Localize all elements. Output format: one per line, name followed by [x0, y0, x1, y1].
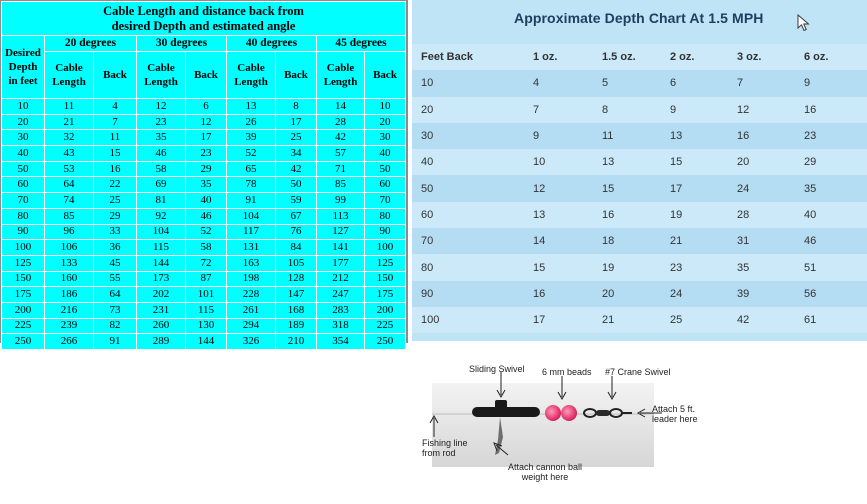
- table-cell: 113: [317, 208, 365, 224]
- table-cell: 17: [670, 175, 737, 201]
- table-row: [412, 254, 867, 280]
- table-cell: 115: [186, 302, 227, 318]
- table-cell: 326: [227, 334, 276, 350]
- table-cell: 13: [602, 149, 670, 175]
- table-row: [2, 161, 406, 177]
- column-header: 6 oz.: [804, 44, 867, 70]
- table-cell: 7: [533, 97, 602, 123]
- table-cell: 17: [533, 307, 602, 333]
- table-cell: 99: [317, 193, 365, 209]
- sliding-swivel-label: Sliding Swivel: [469, 364, 525, 374]
- table-row: [2, 99, 406, 115]
- table-cell: 16: [804, 97, 867, 123]
- table-row: [2, 130, 406, 146]
- table-cell: 128: [276, 271, 317, 287]
- table-cell: 78: [227, 177, 276, 193]
- table-cell: 117: [227, 224, 276, 240]
- table-row: [412, 281, 867, 307]
- table-cell: 173: [137, 271, 186, 287]
- table-cell: 24: [670, 281, 737, 307]
- table-cell: 186: [45, 287, 94, 303]
- table-cell: 39: [227, 130, 276, 146]
- table-cell: 261: [227, 302, 276, 318]
- table-cell: 14: [317, 99, 365, 115]
- table-cell: 12: [737, 97, 804, 123]
- table-cell: 16: [94, 161, 137, 177]
- table-cell: 127: [317, 224, 365, 240]
- table-cell: 6: [186, 99, 227, 115]
- table-cell: 24: [737, 175, 804, 201]
- table-cell: 56: [804, 281, 867, 307]
- table-cell: 90: [2, 224, 45, 240]
- table-cell: 177: [317, 255, 365, 271]
- table-row: [412, 228, 867, 254]
- table-cell: 200: [2, 302, 45, 318]
- angle-header-30: 30 degrees: [137, 36, 227, 52]
- table-cell: 70: [365, 193, 406, 209]
- table-cell: 71: [317, 161, 365, 177]
- table-row: [2, 302, 406, 318]
- table-cell: 22: [94, 177, 137, 193]
- table-row: [2, 114, 406, 130]
- crane-swivel-label: #7 Crane Swivel: [605, 367, 671, 377]
- table-cell: 60: [412, 202, 533, 228]
- cable-length-table: [1, 1, 406, 350]
- column-header: 3 oz.: [737, 44, 804, 70]
- table-cell: 40: [186, 193, 227, 209]
- table-cell: 57: [317, 146, 365, 162]
- cannonball-label: Attach cannon ball weight here: [508, 462, 583, 482]
- table-cell: 250: [2, 334, 45, 350]
- table-cell: 61: [804, 307, 867, 333]
- table-cell: 283: [317, 302, 365, 318]
- table-cell: 73: [94, 302, 137, 318]
- beads-label: 6 mm beads: [542, 367, 592, 377]
- table-cell: 8: [276, 99, 317, 115]
- table-cell: 70: [412, 228, 533, 254]
- table-cell: 141: [317, 240, 365, 256]
- table-cell: 53: [45, 161, 94, 177]
- table-row: [2, 334, 406, 350]
- table-cell: 144: [137, 255, 186, 271]
- table-cell: 28: [317, 114, 365, 130]
- table-cell: 91: [227, 193, 276, 209]
- column-header: 1.5 oz.: [602, 44, 670, 70]
- table-cell: 50: [412, 175, 533, 201]
- table-cell: 130: [186, 318, 227, 334]
- table-cell: 239: [45, 318, 94, 334]
- table-row: [2, 146, 406, 162]
- table-cell: 260: [137, 318, 186, 334]
- fishing-line-label: Fishing line from rod: [422, 438, 468, 458]
- table-cell: 20: [737, 149, 804, 175]
- table-cell: 228: [227, 287, 276, 303]
- table-cell: 106: [45, 240, 94, 256]
- cable-length-header: Cable Length: [227, 52, 276, 99]
- table-cell: 210: [276, 334, 317, 350]
- table-cell: 23: [186, 146, 227, 162]
- table-cell: 70: [2, 193, 45, 209]
- table-cell: 80: [2, 208, 45, 224]
- table-cell: 92: [137, 208, 186, 224]
- table-cell: 11: [602, 123, 670, 149]
- table-cell: 15: [94, 146, 137, 162]
- table-cell: 35: [804, 175, 867, 201]
- table-cell: 30: [365, 130, 406, 146]
- table-cell: 104: [227, 208, 276, 224]
- table-cell: 28: [737, 202, 804, 228]
- table-row: [2, 193, 406, 209]
- table-cell: 21: [45, 114, 94, 130]
- table-cell: 82: [94, 318, 137, 334]
- table-cell: 84: [276, 240, 317, 256]
- table-cell: 202: [137, 287, 186, 303]
- table-cell: 13: [670, 123, 737, 149]
- table-cell: 100: [2, 240, 45, 256]
- table-cell: 60: [365, 177, 406, 193]
- table-cell: 80: [365, 208, 406, 224]
- table-cell: 76: [276, 224, 317, 240]
- table-cell: 46: [137, 146, 186, 162]
- table-cell: 147: [276, 287, 317, 303]
- table-cell: 163: [227, 255, 276, 271]
- table-cell: 7: [737, 70, 804, 96]
- table-cell: 69: [137, 177, 186, 193]
- table-cell: 104: [137, 224, 186, 240]
- table-cell: 19: [602, 254, 670, 280]
- table-cell: 32: [45, 130, 94, 146]
- table-cell: 72: [186, 255, 227, 271]
- table-cell: 81: [137, 193, 186, 209]
- table-cell: 5: [602, 70, 670, 96]
- table-row: [2, 255, 406, 271]
- table-cell: 52: [227, 146, 276, 162]
- table-cell: 31: [737, 228, 804, 254]
- downrigger-rig-diagram: [400, 345, 730, 504]
- table-cell: 175: [2, 287, 45, 303]
- table-cell: 225: [2, 318, 45, 334]
- table-cell: 43: [45, 146, 94, 162]
- table-cell: 25: [276, 130, 317, 146]
- desired-depth-header: Desired Depth in feet: [2, 36, 45, 99]
- table-cell: 12: [533, 175, 602, 201]
- table-cell: 64: [94, 287, 137, 303]
- table-cell: 39: [737, 281, 804, 307]
- cable-length-header: Cable Length: [317, 52, 365, 99]
- bead-icon: [545, 405, 561, 421]
- table-cell: 10: [412, 70, 533, 96]
- table-cell: 40: [2, 146, 45, 162]
- table-cell: 35: [186, 177, 227, 193]
- table-cell: 225: [365, 318, 406, 334]
- depth-table-body: [412, 44, 867, 333]
- depth-header-row: [412, 44, 867, 70]
- table-cell: 20: [412, 97, 533, 123]
- table-row: [412, 123, 867, 149]
- table-cell: 20: [365, 114, 406, 130]
- angle-header-45: 45 degrees: [317, 36, 406, 52]
- table-row: [412, 307, 867, 333]
- table-row: [412, 70, 867, 96]
- table-cell: 131: [227, 240, 276, 256]
- table-row: [2, 271, 406, 287]
- table-cell: 21: [602, 307, 670, 333]
- table-cell: 16: [737, 123, 804, 149]
- table-cell: 96: [45, 224, 94, 240]
- table-row: [412, 149, 867, 175]
- table-cell: 105: [276, 255, 317, 271]
- table-cell: 30: [412, 123, 533, 149]
- table-row: [2, 208, 406, 224]
- table-cell: 35: [137, 130, 186, 146]
- table-cell: 91: [94, 334, 137, 350]
- table-cell: 100: [412, 307, 533, 333]
- angle-header-20: 20 degrees: [45, 36, 137, 52]
- table-cell: 21: [670, 228, 737, 254]
- table-cell: 50: [276, 177, 317, 193]
- cable-length-header: Cable Length: [137, 52, 186, 99]
- table-cell: 9: [670, 97, 737, 123]
- table-cell: 10: [365, 99, 406, 115]
- bead-icon: [561, 405, 577, 421]
- table-cell: 26: [227, 114, 276, 130]
- table-cell: 144: [186, 334, 227, 350]
- table-row: [412, 97, 867, 123]
- table-cell: 23: [137, 114, 186, 130]
- table-cell: 100: [365, 240, 406, 256]
- cable-length-table-panel: [0, 0, 408, 348]
- table-cell: 74: [45, 193, 94, 209]
- table-cell: 87: [186, 271, 227, 287]
- table-cell: 247: [317, 287, 365, 303]
- table-cell: 8: [602, 97, 670, 123]
- table-cell: 29: [804, 149, 867, 175]
- table-cell: 59: [276, 193, 317, 209]
- table-cell: 318: [317, 318, 365, 334]
- back-header: Back: [365, 52, 406, 99]
- back-header: Back: [186, 52, 227, 99]
- table-cell: 289: [137, 334, 186, 350]
- table-cell: 45: [94, 255, 137, 271]
- table-cell: 18: [602, 228, 670, 254]
- table-cell: 33: [94, 224, 137, 240]
- table-cell: 354: [317, 334, 365, 350]
- table-cell: 30: [2, 130, 45, 146]
- table-cell: 4: [533, 70, 602, 96]
- table-cell: 40: [412, 149, 533, 175]
- table-cell: 266: [45, 334, 94, 350]
- column-header: 1 oz.: [533, 44, 602, 70]
- table-cell: 150: [365, 271, 406, 287]
- cable-table-body: [2, 99, 406, 350]
- table-cell: 4: [94, 99, 137, 115]
- table-cell: 133: [45, 255, 94, 271]
- cable-length-header: Cable Length: [45, 52, 94, 99]
- table-cell: 90: [365, 224, 406, 240]
- table-cell: 200: [365, 302, 406, 318]
- table-cell: 13: [227, 99, 276, 115]
- table-cell: 16: [602, 202, 670, 228]
- table-cell: 168: [276, 302, 317, 318]
- table-cell: 51: [804, 254, 867, 280]
- table-cell: 10: [533, 149, 602, 175]
- table-cell: 115: [137, 240, 186, 256]
- table-cell: 80: [412, 254, 533, 280]
- table-cell: 160: [45, 271, 94, 287]
- table-row: [2, 177, 406, 193]
- table-cell: 23: [670, 254, 737, 280]
- table-cell: 64: [45, 177, 94, 193]
- column-header: Feet Back: [412, 44, 533, 70]
- table-cell: 42: [737, 307, 804, 333]
- column-header: 2 oz.: [670, 44, 737, 70]
- leader-label: Attach 5 ft. leader here: [652, 404, 698, 424]
- table-cell: 55: [94, 271, 137, 287]
- cable-table-title: Cable Length and distance back from desired Depth and estimated angle: [2, 2, 406, 36]
- table-cell: 20: [602, 281, 670, 307]
- table-cell: 15: [670, 149, 737, 175]
- table-cell: 189: [276, 318, 317, 334]
- table-cell: 85: [45, 208, 94, 224]
- table-cell: 17: [186, 130, 227, 146]
- table-cell: 14: [533, 228, 602, 254]
- table-cell: 90: [412, 281, 533, 307]
- table-cell: 250: [365, 334, 406, 350]
- table-row: [2, 224, 406, 240]
- table-row: [2, 318, 406, 334]
- table-cell: 13: [533, 202, 602, 228]
- table-cell: 294: [227, 318, 276, 334]
- table-cell: 29: [94, 208, 137, 224]
- table-row: [2, 240, 406, 256]
- table-row: [412, 202, 867, 228]
- table-cell: 42: [317, 130, 365, 146]
- table-cell: 46: [804, 228, 867, 254]
- table-cell: 15: [602, 175, 670, 201]
- table-cell: 50: [2, 161, 45, 177]
- table-cell: 23: [804, 123, 867, 149]
- table-cell: 212: [317, 271, 365, 287]
- table-cell: 36: [94, 240, 137, 256]
- table-cell: 46: [186, 208, 227, 224]
- back-header: Back: [276, 52, 317, 99]
- table-cell: 65: [227, 161, 276, 177]
- table-cell: 125: [365, 255, 406, 271]
- back-header: Back: [94, 52, 137, 99]
- table-cell: 16: [533, 281, 602, 307]
- table-cell: 231: [137, 302, 186, 318]
- table-cell: 198: [227, 271, 276, 287]
- table-cell: 67: [276, 208, 317, 224]
- table-cell: 6: [670, 70, 737, 96]
- table-cell: 50: [365, 161, 406, 177]
- table-cell: 42: [276, 161, 317, 177]
- table-cell: 10: [2, 99, 45, 115]
- table-cell: 34: [276, 146, 317, 162]
- table-cell: 9: [533, 123, 602, 149]
- table-cell: 58: [137, 161, 186, 177]
- table-cell: 29: [186, 161, 227, 177]
- table-cell: 58: [186, 240, 227, 256]
- table-cell: 7: [94, 114, 137, 130]
- mouse-cursor-icon: [797, 14, 811, 32]
- table-cell: 150: [2, 271, 45, 287]
- angle-header-40: 40 degrees: [227, 36, 317, 52]
- table-cell: 25: [94, 193, 137, 209]
- table-cell: 35: [737, 254, 804, 280]
- depth-chart-table: [412, 44, 867, 333]
- table-cell: 85: [317, 177, 365, 193]
- table-cell: 12: [137, 99, 186, 115]
- table-cell: 9: [804, 70, 867, 96]
- table-cell: 125: [2, 255, 45, 271]
- table-cell: 25: [670, 307, 737, 333]
- table-cell: 216: [45, 302, 94, 318]
- table-cell: 60: [2, 177, 45, 193]
- table-cell: 175: [365, 287, 406, 303]
- table-cell: 12: [186, 114, 227, 130]
- table-cell: 11: [94, 130, 137, 146]
- table-cell: 20: [2, 114, 45, 130]
- table-cell: 40: [365, 146, 406, 162]
- table-row: [412, 175, 867, 201]
- table-cell: 101: [186, 287, 227, 303]
- table-row: [2, 287, 406, 303]
- table-cell: 19: [670, 202, 737, 228]
- table-cell: 17: [276, 114, 317, 130]
- table-cell: 11: [45, 99, 94, 115]
- table-cell: 40: [804, 202, 867, 228]
- table-cell: 15: [533, 254, 602, 280]
- table-cell: 52: [186, 224, 227, 240]
- depth-chart-title: Approximate Depth Chart At 1.5 MPH: [514, 10, 764, 26]
